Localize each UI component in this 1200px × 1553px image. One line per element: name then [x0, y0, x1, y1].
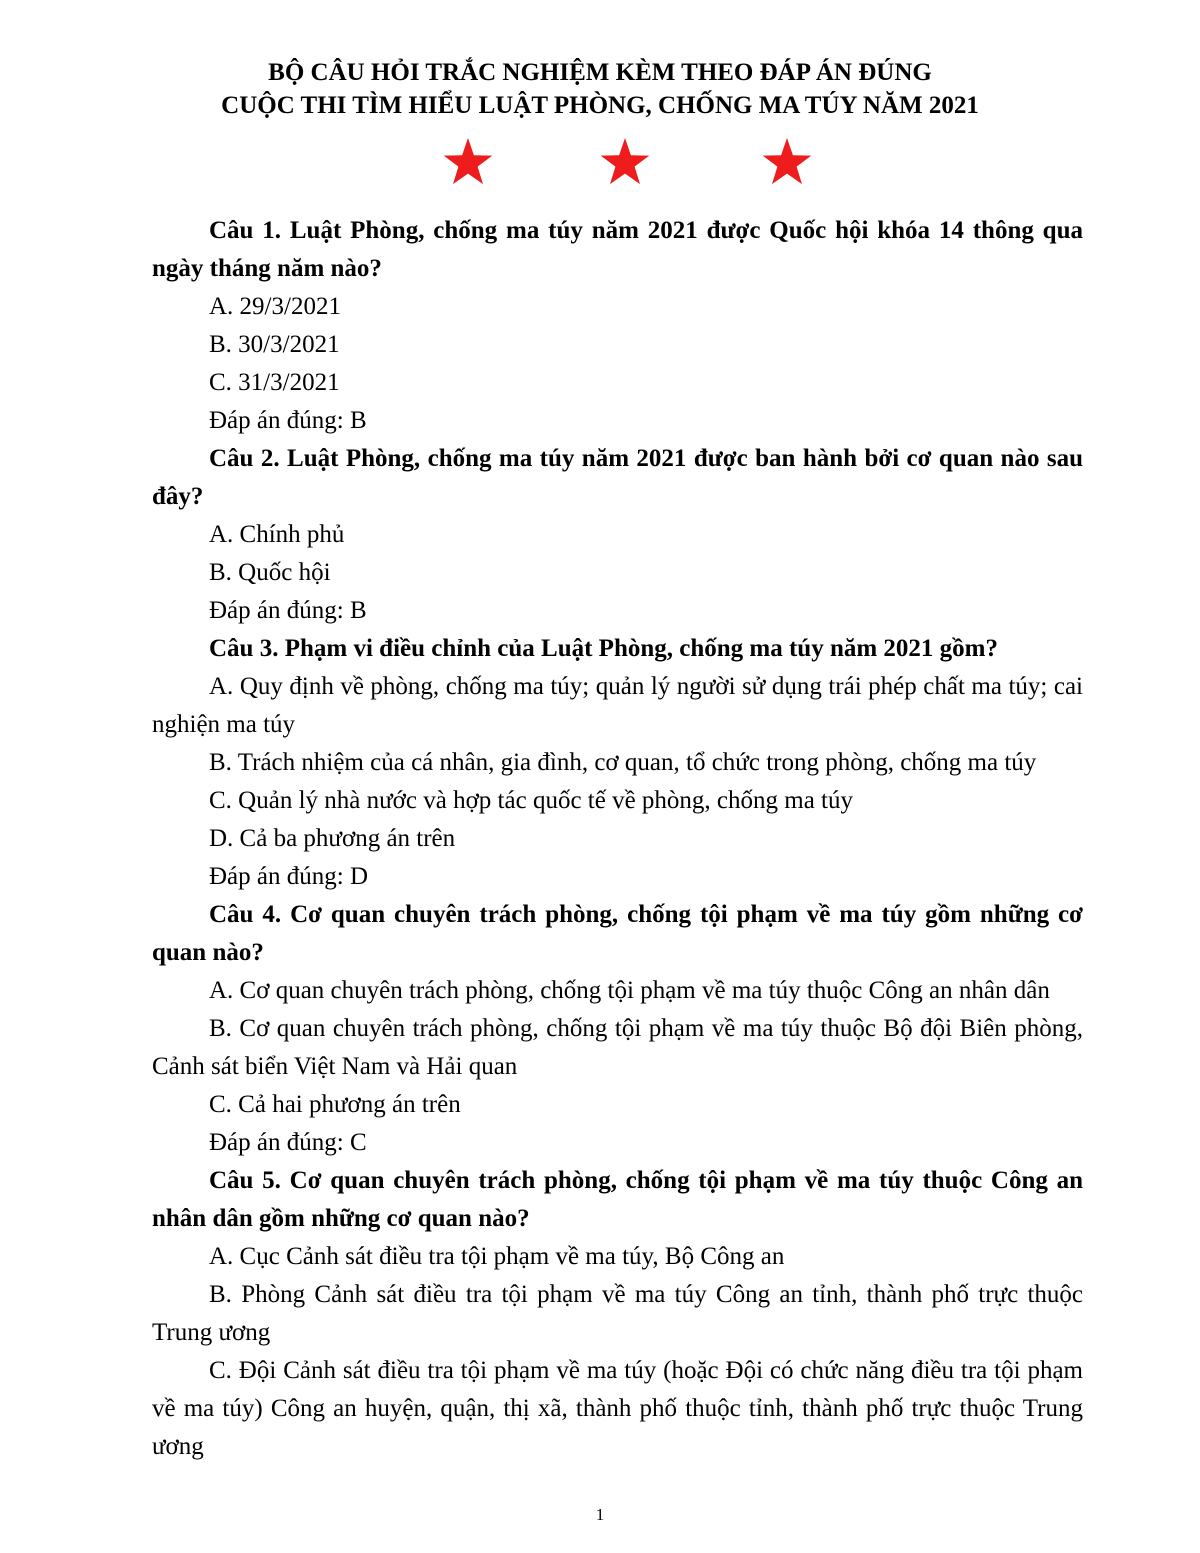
option-a: A. Cơ quan chuyên trách phòng, chống tội phạm về ma túy thuộc Công an nhân dân: [209, 977, 1050, 1004]
star-icon: [600, 137, 650, 185]
correct-answer: Đáp án đúng: B: [209, 597, 367, 624]
option-a: A. 29/3/2021: [209, 293, 341, 320]
question-label: Câu 3.: [209, 635, 279, 662]
star-icon: [762, 137, 812, 185]
question-label: Câu 1.: [209, 217, 282, 244]
question-label: Câu 4.: [209, 901, 282, 928]
option-a: A. Cục Cảnh sát điều tra tội phạm về ma túy, Bộ Công an: [209, 1243, 785, 1270]
question-text: Phạm vi điều chỉnh của Luật Phòng, chống ma túy năm 2021 gồm?: [278, 635, 999, 662]
option-a: A. Chính phủ: [209, 521, 345, 548]
question-text: Cơ quan chuyên trách phòng, chống tội phạm về ma túy thuộc Công an nhân dân gồm những cơ quan nào?: [152, 1167, 1083, 1232]
correct-answer: Đáp án đúng: C: [209, 1129, 367, 1156]
question-text: Luật Phòng, chống ma túy năm 2021 được ban hành bởi cơ quan nào sau đây?: [152, 445, 1083, 510]
option-b: B. Cơ quan chuyên trách phòng, chống tội phạm về ma túy thuộc Bộ đội Biên phòng, Cảnh sát biển Việt Nam và Hải quan: [152, 1015, 1083, 1080]
question-2: [152, 440, 1083, 516]
correct-answer: Đáp án đúng: D: [209, 863, 368, 890]
option-b: B. Quốc hội: [209, 559, 331, 586]
option-c: C. Quản lý nhà nước và hợp tác quốc tế về phòng, chống ma túy: [209, 787, 854, 814]
question-1: [152, 212, 1083, 288]
option-b: B. Phòng Cảnh sát điều tra tội phạm về ma túy Công an tỉnh, thành phố trực thuộc Trung ương: [152, 1281, 1083, 1346]
question-label: Câu 2.: [209, 445, 280, 472]
question-3: [152, 630, 1083, 668]
option-c: C. Cả hai phương án trên: [209, 1091, 461, 1118]
star-divider: [0, 137, 1200, 187]
option-b: B. Trách nhiệm của cá nhân, gia đình, cơ quan, tổ chức trong phòng, chống ma túy: [209, 749, 1037, 776]
option-a: A. Quy định về phòng, chống ma túy; quản lý người sử dụng trái phép chất ma túy; cai nghiện ma túy: [152, 673, 1083, 738]
option-c: C. Đội Cảnh sát điều tra tội phạm về ma túy (hoặc Đội có chức năng điều tra tội phạm về ma túy) Công an huyện, quận, thị xã, thành phố thuộc tỉnh, thành phố trực thuộc Trung ương: [152, 1357, 1083, 1460]
question-5: [152, 1162, 1083, 1238]
correct-answer: Đáp án đúng: B: [209, 407, 367, 434]
question-4: [152, 896, 1083, 972]
question-list: [152, 212, 1083, 1466]
document-title-line-2: CUỘC THI TÌM HIỂU LUẬT PHÒNG, CHỐNG MA TÚY NĂM 2021: [221, 92, 979, 119]
question-text: Cơ quan chuyên trách phòng, chống tội phạm về ma túy gồm những cơ quan nào?: [152, 901, 1083, 966]
question-label: Câu 5.: [209, 1167, 281, 1194]
star-icon: [443, 137, 493, 185]
question-text: Luật Phòng, chống ma túy năm 2021 được Quốc hội khóa 14 thông qua ngày tháng năm nào?: [152, 217, 1083, 282]
option-b: B. 30/3/2021: [209, 331, 340, 358]
document-title-line-1: BỘ CÂU HỎI TRẮC NGHIỆM KÈM THEO ĐÁP ÁN ĐÚNG: [268, 59, 932, 86]
option-c: C. 31/3/2021: [209, 369, 340, 396]
page-number: 1: [595, 1505, 605, 1524]
option-d: D. Cả ba phương án trên: [209, 825, 456, 852]
